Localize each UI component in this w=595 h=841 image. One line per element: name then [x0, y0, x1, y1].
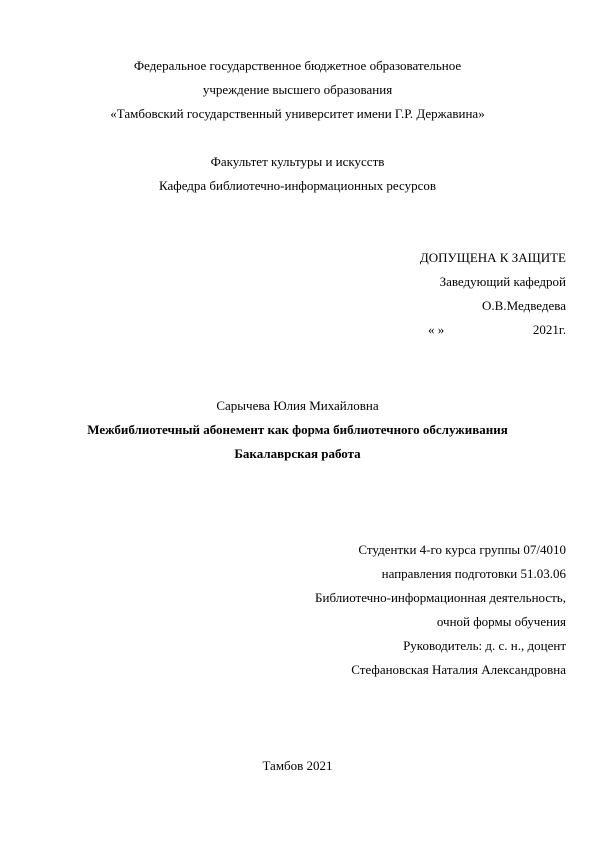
student-direction-line: направления подготовки 51.03.06 [381, 566, 566, 581]
approval-position: Заведующий кафедрой [439, 274, 566, 289]
approval-title: ДОПУЩЕНА К ЗАЩИТЕ [419, 250, 566, 265]
institution-line-2: учреждение высшего образования [202, 82, 393, 97]
faculty-name: Факультет культуры и искусств [210, 154, 385, 169]
supervisor-label: Руководитель: д. с. н., доцент [403, 638, 566, 653]
institution-line-1: Федеральное государственное бюджетное образовательное [133, 58, 462, 73]
approval-quote-marks: « » [428, 322, 445, 337]
work-type: Бакалаврская работа [234, 446, 361, 461]
city-year: Тамбов 2021 [262, 758, 333, 773]
author-name: Сарычева Юлия Михайловна [216, 398, 379, 413]
student-form-line: очной формы обучения [436, 614, 566, 629]
approval-year: 2021г. [532, 322, 566, 337]
department-name: Кафедра библиотечно-информационных ресурсов [159, 178, 436, 193]
student-course-line: Студентки 4-го курса группы 07/4010 [358, 542, 566, 557]
work-title: Межбиблиотечный абонемент как форма библиотечного обслуживания [87, 422, 508, 437]
supervisor-name: Стефановская Наталия Александровна [351, 662, 566, 677]
institution-line-3: «Тамбовский государственный университет имени Г.Р. Державина» [110, 106, 485, 121]
approval-name: О.В.Медведева [482, 298, 566, 313]
student-specialty-line: Библиотечно-информационная деятельность, [315, 590, 566, 605]
